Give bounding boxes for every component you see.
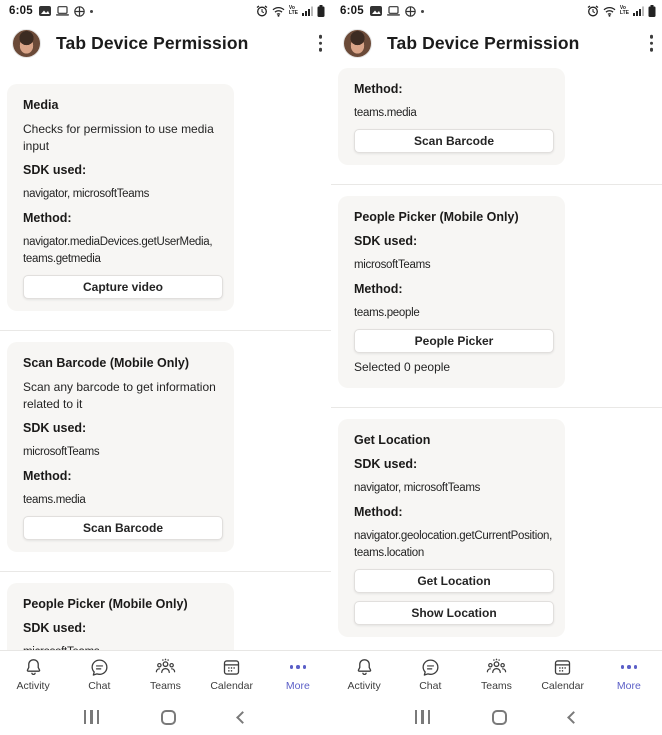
back-icon[interactable] bbox=[567, 711, 580, 724]
tab-label: More bbox=[616, 680, 641, 692]
method-label: Method: bbox=[354, 282, 403, 296]
card-get-location bbox=[338, 419, 565, 637]
laptop-icon bbox=[387, 6, 400, 16]
teams-icon bbox=[154, 656, 177, 678]
globe-plus-icon bbox=[405, 6, 416, 17]
method-value: navigator.geolocation.getCurrentPosition, teams.location bbox=[354, 530, 553, 559]
recents-icon[interactable] bbox=[84, 710, 100, 724]
tab-chat[interactable] bbox=[66, 656, 132, 699]
show-location-button[interactable]: Show Location bbox=[354, 601, 554, 625]
method-label: Method: bbox=[354, 505, 403, 519]
tab-label: Activity bbox=[16, 680, 50, 692]
sdk-label: SDK used: bbox=[23, 163, 87, 177]
card-scan-barcode bbox=[7, 342, 234, 552]
teams-icon bbox=[485, 656, 508, 678]
method-value: teams.people bbox=[354, 307, 420, 319]
app-header bbox=[331, 22, 662, 64]
back-icon[interactable] bbox=[236, 711, 249, 724]
signal-icon bbox=[302, 6, 313, 16]
bell-icon bbox=[354, 656, 375, 678]
more-dots-icon bbox=[290, 656, 307, 678]
sdk-value: microsoftTeams bbox=[23, 446, 100, 458]
screenshot-icon bbox=[370, 6, 382, 16]
avatar[interactable] bbox=[12, 29, 41, 58]
sdk-label: SDK used: bbox=[23, 421, 87, 435]
scroll-content[interactable] bbox=[331, 64, 662, 650]
notification-dot bbox=[90, 10, 93, 13]
avatar[interactable] bbox=[343, 29, 372, 58]
sdk-value: navigator, microsoftTeams bbox=[354, 482, 481, 494]
sdk-label: SDK used: bbox=[354, 234, 418, 248]
wifi-icon bbox=[272, 6, 285, 17]
tab-label: Calendar bbox=[210, 680, 253, 692]
tab-activity[interactable] bbox=[331, 656, 397, 699]
section-divider bbox=[331, 407, 662, 408]
section-divider bbox=[0, 330, 331, 331]
sdk-value: microsoftTeams bbox=[354, 259, 431, 271]
status-time: 6:05 bbox=[340, 5, 364, 17]
screenshot-icon bbox=[39, 6, 51, 16]
tab-label: Activity bbox=[347, 680, 381, 692]
volte-indicator: Vo LTE bbox=[619, 5, 629, 16]
tab-label: Teams bbox=[481, 680, 512, 692]
card-title: Scan Barcode (Mobile Only) bbox=[23, 356, 190, 370]
method-value: teams.media bbox=[23, 494, 86, 506]
tab-calendar[interactable] bbox=[199, 656, 265, 699]
signal-icon bbox=[633, 6, 644, 16]
card-scan-barcode-bottom bbox=[338, 68, 565, 165]
scan-barcode-button[interactable]: Scan Barcode bbox=[354, 129, 554, 153]
status-time: 6:05 bbox=[9, 5, 33, 17]
chat-icon bbox=[420, 656, 441, 678]
more-dots-icon bbox=[621, 656, 638, 678]
status-bar bbox=[0, 0, 331, 22]
method-value: navigator.mediaDevices.getUserMedia, teams.getmedia bbox=[23, 236, 213, 265]
home-icon[interactable] bbox=[492, 710, 507, 725]
sdk-label: SDK used: bbox=[23, 621, 87, 635]
tab-label: Teams bbox=[150, 680, 181, 692]
tab-chat[interactable] bbox=[397, 656, 463, 699]
page-title: Tab Device Permission bbox=[387, 32, 580, 53]
alarm-icon bbox=[256, 5, 268, 17]
scroll-content[interactable] bbox=[0, 64, 331, 650]
notification-dot bbox=[421, 10, 424, 13]
laptop-icon bbox=[56, 6, 69, 16]
tab-label: More bbox=[285, 680, 310, 692]
bell-icon bbox=[23, 656, 44, 678]
tab-label: Chat bbox=[88, 680, 111, 692]
tab-teams[interactable] bbox=[132, 656, 198, 699]
screenshot-right bbox=[331, 0, 641, 735]
recents-icon[interactable] bbox=[415, 710, 431, 724]
tab-more[interactable] bbox=[265, 656, 331, 699]
volte-indicator: Vo LTE bbox=[288, 5, 298, 16]
bottom-tab-bar bbox=[331, 650, 662, 699]
selected-people-status: Selected 0 people bbox=[354, 360, 451, 374]
method-label: Method: bbox=[23, 211, 72, 225]
method-label: Method: bbox=[354, 82, 403, 96]
wifi-icon bbox=[603, 6, 616, 17]
home-icon[interactable] bbox=[161, 710, 176, 725]
alarm-icon bbox=[587, 5, 599, 17]
more-options-icon[interactable] bbox=[319, 35, 323, 52]
get-location-button[interactable]: Get Location bbox=[354, 569, 554, 593]
sdk-value: navigator, microsoftTeams bbox=[23, 188, 150, 200]
tab-activity[interactable] bbox=[0, 656, 66, 699]
tab-teams[interactable] bbox=[463, 656, 529, 699]
section-divider bbox=[0, 571, 331, 572]
calendar-icon bbox=[221, 656, 242, 678]
battery-icon bbox=[648, 5, 656, 17]
capture-video-button[interactable]: Capture video bbox=[23, 275, 223, 299]
scan-barcode-button[interactable]: Scan Barcode bbox=[23, 516, 223, 540]
globe-plus-icon bbox=[74, 6, 85, 17]
app-header bbox=[0, 22, 331, 64]
status-bar bbox=[331, 0, 662, 22]
more-options-icon[interactable] bbox=[650, 35, 654, 52]
card-title: People Picker (Mobile Only) bbox=[354, 210, 519, 224]
card-description: Scan any barcode to get information related to it bbox=[23, 380, 216, 411]
android-nav-bar bbox=[331, 699, 662, 735]
card-title: Media bbox=[23, 98, 59, 112]
tab-label: Calendar bbox=[541, 680, 584, 692]
section-divider bbox=[331, 184, 662, 185]
card-media bbox=[7, 84, 234, 311]
tab-more[interactable] bbox=[596, 656, 662, 699]
tab-calendar[interactable] bbox=[530, 656, 596, 699]
bottom-tab-bar bbox=[0, 650, 331, 699]
sdk-label: SDK used: bbox=[354, 457, 418, 471]
battery-icon bbox=[317, 5, 325, 17]
method-label: Method: bbox=[23, 469, 72, 483]
card-people-picker bbox=[338, 196, 565, 388]
tab-label: Chat bbox=[419, 680, 442, 692]
page-title: Tab Device Permission bbox=[56, 32, 249, 53]
card-description: Checks for permission to use media input bbox=[23, 122, 214, 153]
chat-icon bbox=[89, 656, 110, 678]
method-value: teams.media bbox=[354, 107, 417, 119]
card-title: Get Location bbox=[354, 433, 431, 447]
calendar-icon bbox=[552, 656, 573, 678]
people-picker-button[interactable]: People Picker bbox=[354, 329, 554, 353]
android-nav-bar bbox=[0, 699, 331, 735]
card-title: People Picker (Mobile Only) bbox=[23, 597, 188, 611]
